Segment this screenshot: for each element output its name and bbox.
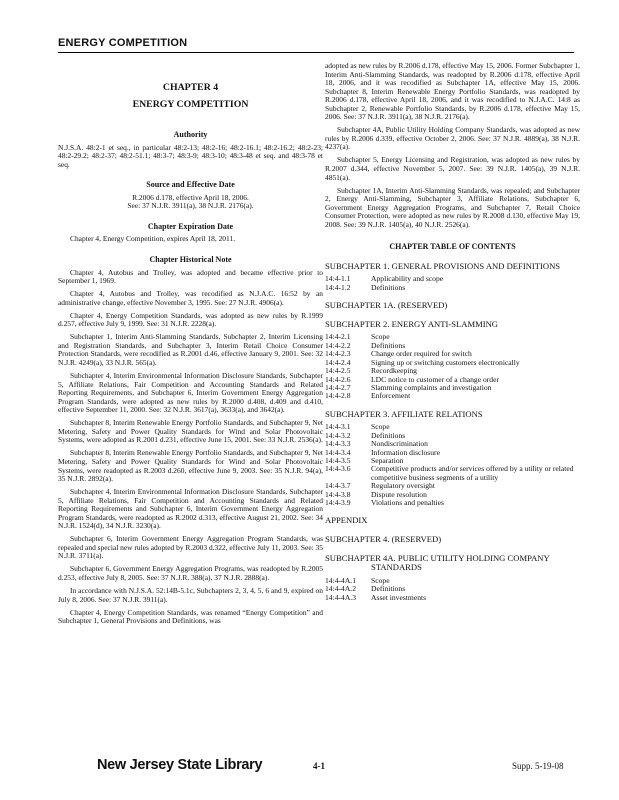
history-paragraph: Subchapter 4, Interim Environmental Information Disclosure Standards, Subchapter 5, Affiliate Relations, Fair Competition and Accounting Standards and Related Reporting Requirements and Subchapter 6, Interim Government Energy Aggregation Program Standards, were readopted as R.2002 d.313, effective August 21, 2002. See: 34 N.J.R. 1524(d), 34 N.J.R. 3230(a). [58, 487, 323, 531]
toc-subchapter-title: SUBCHAPTER 2. ENERGY ANTI-SLAMMING [325, 318, 498, 329]
toc-entry [325, 440, 580, 448]
history-paragraph: Chapter 4, Energy Competition Standards, was renamed “Energy Competition” and Subchapter 1, General Provisions and Definitions, was [58, 607, 323, 626]
history-paragraph: Subchapter 8, Interim Renewable Energy Portfolio Standards, and Subchapter 9, Net Metering, Safety and Power Quality Standards for Wind and Solar Photovoltaic Systems, were readopted as R.2003 d.260, effective June 9, 2003. See: 35 N.J.R. 94(a), 35 N.J.R. 2892(a). [58, 448, 323, 484]
toc-section-title: Signing up or switching customers electronically [371, 357, 520, 367]
toc-section-title: Definitions [371, 584, 406, 594]
toc-section-title: Slamming complaints and investigation [371, 382, 492, 392]
toc-section-number: 14:4-3.1 [325, 422, 351, 432]
toc-section-title: Recordkeeping [371, 366, 417, 376]
history-paragraph: Chapter 4, Autobus and Trolley, was recodified as N.J.A.C. 16:52 by an administrative change, effective November 3, 1995. See: 27 N.J.R. 4906(a). [58, 289, 323, 307]
toc-section-title: Asset investments [371, 592, 427, 602]
toc-section-title: Scope [371, 422, 390, 432]
history-paragraph: Subchapter 5, Energy Licensing and Registration, was adopted as new rules by R.2007 d.344, effective November 5, 2007. See: 39 N.J.R. 1405(a), 39 N.J.R. 4851(a). [325, 155, 580, 182]
toc-section-number: 14:4-2.5 [325, 366, 351, 376]
running-header: ENERGY COMPETITION [58, 37, 188, 49]
history-paragraph: Chapter 4, Energy Competition Standards, was adopted as new rules by R.1999 d.257, effective July 9, 1999. See: 31 N.J.R. 2228(a). [58, 310, 323, 329]
toc-subchapter-title: SUBCHAPTER 1A. (RESERVED) [325, 300, 448, 311]
authority-heading: Authority [173, 130, 208, 140]
toc-section-number: 14:4-2.7 [325, 382, 351, 392]
toc-section-number: 14:4-3.5 [325, 455, 351, 465]
toc-section-number: 14:4-3.2 [325, 430, 351, 440]
authority-text: N.J.S.A. 48:2-1 et seq., in particular 48:2-13; 48:2-16; 48:2-16.1; 48:2-16.2; 48:2-23; 48:2-29.2; 48:2-37; 48:2-51.1; 48:3-7; 48:3-9; 48:3-10; 48:3-48 et seq. and 48:3-78 et seq. [58, 142, 323, 169]
toc-entry [325, 449, 580, 457]
toc-section-number: 14:4-2.3 [325, 349, 351, 359]
toc-subchapter-title: SUBCHAPTER 4. (RESERVED) [325, 533, 442, 544]
toc-section-title: Dispute resolution [371, 489, 427, 499]
toc-entry [325, 275, 580, 283]
source-heading: Source and Effective Date [146, 180, 235, 190]
toc-section-title: Competitive products and/or services offered by a utility or related competitive business segments of a utility [371, 464, 574, 482]
toc-subchapter-title: APPENDIX [325, 515, 368, 526]
toc-section-number: 14:4-4A.2 [325, 584, 357, 594]
source-line-1: R.2006 d.178, effective April 18, 2006. [132, 192, 249, 202]
toc-section-number: 14:4-4A.1 [325, 575, 357, 585]
page-number: 4-1 [313, 761, 325, 771]
toc-section-number: 14:4-3.9 [325, 497, 351, 507]
left-column [58, 62, 323, 630]
toc-section-number: 14:4-3.3 [325, 439, 351, 449]
history-paragraph: Subchapter 1A, Interim Anti-Slamming Standards, was repealed; and Subchapter 2, Energy Anti-Slamming, Subchapter 3, Affiliate Relations, Subchapter 6, Government Energy Aggregation Programs, and Subchapter 7, Retail Choice Consumer Protection, were adopted as new rules by R.2008 d.130, effective May 19, 2008. See: 39 N.J.R. 1405(a), 40 N.J.R. 2526(a). [325, 185, 580, 229]
chapter-number: CHAPTER 4 [162, 82, 219, 93]
history-paragraph: Subchapter 6, Interim Government Energy Aggregation Program Standards, was repealed and special new rules adopted by R.2003 d.322, effective July 11, 2003. See: 35 N.J.R. 3711(a). [58, 534, 323, 561]
toc-subchapter-title: SUBCHAPTER 4A. PUBLIC UTILITY HOLDING COMPANY STANDARDS [325, 552, 550, 573]
toc-section-title: Definitions [371, 430, 406, 440]
toc-section-title: Information disclosure [371, 447, 440, 457]
toc-entry [325, 392, 580, 400]
header-rule [58, 52, 574, 53]
toc-subchapter-title: SUBCHAPTER 1. GENERAL PROVISIONS AND DEFINITIONS [325, 260, 561, 271]
toc-section-number: 14:4-2.1 [325, 332, 351, 342]
supplement-date: Supp. 5-19-08 [512, 761, 564, 771]
right-column [325, 62, 580, 602]
toc-entry [325, 594, 580, 602]
toc-section-title: Separation [371, 455, 404, 465]
toc-section-number: 14:4-1.1 [325, 274, 351, 284]
history-paragraph: Chapter 4, Autobus and Trolley, was adopted and became effective prior to September 1, 1969. [58, 267, 323, 286]
toc-section-number: 14:4-2.6 [325, 374, 351, 384]
history-heading: Chapter Historical Note [149, 255, 232, 265]
toc-section-title: LDC notice to customer of a change order [371, 374, 499, 384]
expiration-heading: Chapter Expiration Date [147, 221, 234, 231]
history-paragraph: Subchapter 4, Interim Environmental Information Disclosure Standards, Subchapter 5, Affiliate Relations, Fair Competition and Accounting Standards and Related Reporting Requirements, and Subchapter 6, Interim Government Energy Aggregation Program Standards, were adopted as new rules by R.2000 d.408, d.409 and d.410, effective September 11, 2000. See: 32 N.J.R. 3617(a), 3633(a), and 3642(a). [58, 371, 323, 415]
toc-section-number: 14:4-2.4 [325, 357, 351, 367]
toc-section-number: 14:4-2.2 [325, 340, 351, 350]
toc-section-title: Applicability and scope [371, 274, 444, 284]
toc-entry [325, 491, 580, 499]
toc-section-title: Definitions [371, 340, 406, 350]
history-paragraph: adopted as new rules by R.2006 d.178, effective May 15, 2006. Former Subchapter 1, Interim Anti-Slamming Standards, was readopted by R.2006 d.178, effective April 18, 2006, and it was recodified as Subchapter 1A, effective May 15, 2006. Subchapter 8, Interim Renewable Energy Portfolio Standards, was readopted by R.2006 d.178, effective April 18, 2006, and it was recodified to N.J.A.C. 14:8 as Subchapter 2, Renewable Portfolio Standards, by R.2006 d.178, effective May 15, 2006. See: 37 N.J.R. 3911(a), 38 N.J.R. 2176(a). [325, 61, 580, 122]
toc-section-title: Nondiscrimination [371, 439, 428, 449]
toc-entry [325, 384, 580, 392]
toc-entry [325, 284, 580, 292]
toc-entry [325, 465, 580, 482]
chapter-title: ENERGY COMPETITION [132, 98, 249, 110]
history-paragraph: Subchapter 6, Government Energy Aggregation Programs, was readopted by R.2005 d.253, effective July 8, 2005. See: 37 N.J.R. 388(a), 37 N.J.R. 2888(a). [58, 564, 323, 583]
toc-section-number: 14:4-2.8 [325, 391, 351, 401]
toc-section-number: 14:4-3.8 [325, 489, 351, 499]
history-notes-left [58, 269, 323, 626]
history-paragraph: In accordance with N.J.S.A. 52:14B-5.1c, Subchapters 2, 3, 4, 5, 6 and 9, expired on July 8, 2006. See: 37 N.J.R. 3911(a). [58, 586, 323, 604]
toc-section-number: 14:4-3.7 [325, 481, 351, 491]
history-paragraph: Subchapter 1, Interim Anti-Slamming Standards, Subchapter 2, Interim Licensing and Registration Standards, and Subchapter 3, Interim Retail Choice Consumer Protection Standards, were recodified as R.2001 d.46, effective January 9, 2001. See: 32 N.J.R. 4249(a), 33 N.J.R. 565(a). [58, 332, 323, 367]
toc-section-number: 14:4-3.4 [325, 447, 351, 457]
toc-section-title: Definitions [371, 282, 406, 292]
toc-entry [325, 432, 580, 440]
toc-entry [325, 577, 580, 585]
toc-section-title: Enforcement [371, 391, 411, 401]
toc-section-title: Scope [371, 332, 390, 342]
library-footer: New Jersey State Library [97, 757, 263, 773]
expiration-text: Chapter 4, Energy Competition, expires April 18, 2011. [70, 234, 236, 244]
toc-section-title: Scope [371, 575, 390, 585]
history-paragraph: Subchapter 4A, Public Utility Holding Company Standards, was adopted as new rules by R.2006 d.339, effective October 2, 2006. See: 37 N.J.R. 4889(a), 38 N.J.R. 4237(a). [325, 125, 580, 152]
history-notes-right [325, 62, 580, 229]
toc-entry [325, 359, 580, 367]
toc-entry [325, 482, 580, 490]
toc-section-number: 14:4-3.6 [325, 464, 351, 474]
toc-section-title: Violations and penalties [371, 497, 444, 507]
toc-entry [325, 499, 580, 507]
toc-heading: CHAPTER TABLE OF CONTENTS [389, 242, 516, 252]
toc-section-title: Regulatory oversight [371, 481, 435, 491]
toc-entry [325, 423, 580, 431]
toc-section-number: 14:4-4A.3 [325, 592, 357, 602]
history-paragraph: Subchapter 8, Interim Renewable Energy Portfolio Standards, and Subchapter 9, Net Metering, Safety and Power Quality Standards for Wind and Solar Photovoltaic Systems, were adopted as R.2001 d.231, effective June 15, 2001. See: 33 N.J.R. 2536(a). [58, 418, 323, 445]
toc-subchapter-title: SUBCHAPTER 3. AFFILIATE RELATIONS [325, 408, 483, 419]
toc-entry [325, 585, 580, 593]
table-of-contents [325, 262, 580, 602]
toc-section-title: Change order required for switch [371, 349, 472, 359]
source-line-2: See: 37 N.J.R. 3911(a), 38 N.J.R. 2176(a). [127, 201, 254, 211]
toc-entry [325, 333, 580, 341]
toc-section-number: 14:4-1.2 [325, 282, 351, 292]
